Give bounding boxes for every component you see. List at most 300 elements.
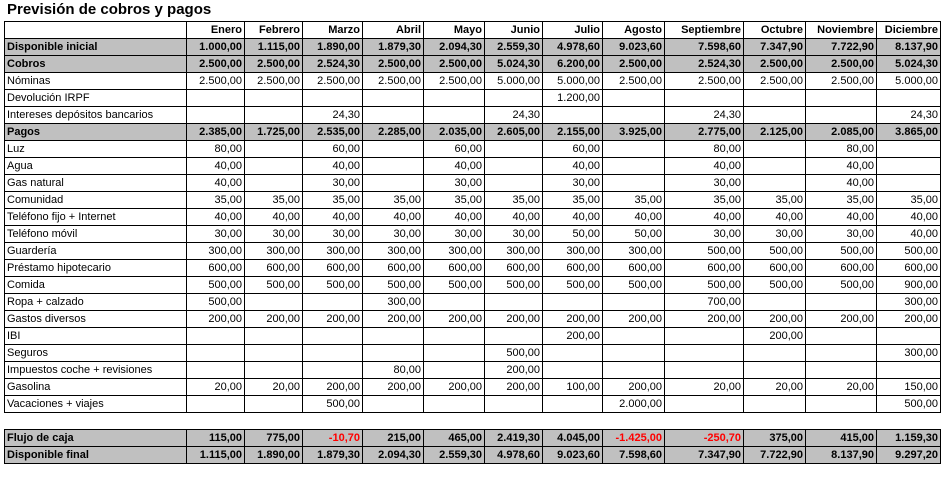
- value-cell[interactable]: 35,00: [245, 192, 303, 209]
- value-cell[interactable]: 2.000,00: [603, 396, 665, 413]
- value-cell[interactable]: 3.925,00: [603, 124, 665, 141]
- value-cell[interactable]: 775,00: [245, 430, 303, 447]
- value-cell[interactable]: [245, 175, 303, 192]
- value-cell[interactable]: 2.605,00: [485, 124, 543, 141]
- value-cell[interactable]: 500,00: [744, 243, 806, 260]
- value-cell[interactable]: 5.024,30: [877, 56, 941, 73]
- value-cell[interactable]: 500,00: [806, 243, 877, 260]
- value-cell[interactable]: 600,00: [424, 260, 485, 277]
- value-cell[interactable]: 500,00: [187, 294, 245, 311]
- value-cell[interactable]: 80,00: [665, 141, 744, 158]
- value-cell[interactable]: [806, 107, 877, 124]
- value-cell[interactable]: 24,30: [877, 107, 941, 124]
- value-cell[interactable]: 2.035,00: [424, 124, 485, 141]
- value-cell[interactable]: 1.890,00: [303, 39, 363, 56]
- row-label-cell[interactable]: Impuestos coche + revisiones: [5, 362, 187, 379]
- value-cell[interactable]: 7.598,60: [665, 39, 744, 56]
- value-cell[interactable]: [744, 362, 806, 379]
- row-label-cell[interactable]: Luz: [5, 141, 187, 158]
- value-cell[interactable]: 24,30: [303, 107, 363, 124]
- value-cell[interactable]: 300,00: [363, 294, 424, 311]
- value-cell[interactable]: 200,00: [363, 379, 424, 396]
- value-cell[interactable]: 2.500,00: [665, 73, 744, 90]
- value-cell[interactable]: 35,00: [303, 192, 363, 209]
- value-cell[interactable]: 500,00: [744, 277, 806, 294]
- value-cell[interactable]: [744, 294, 806, 311]
- value-cell[interactable]: -10,70: [303, 430, 363, 447]
- value-cell[interactable]: 60,00: [424, 141, 485, 158]
- value-cell[interactable]: [363, 328, 424, 345]
- value-cell[interactable]: [603, 158, 665, 175]
- value-cell[interactable]: 4.978,60: [485, 447, 543, 464]
- value-cell[interactable]: 60,00: [303, 141, 363, 158]
- value-cell[interactable]: [187, 90, 245, 107]
- value-cell[interactable]: 40,00: [543, 158, 603, 175]
- value-cell[interactable]: [245, 90, 303, 107]
- value-cell[interactable]: [543, 345, 603, 362]
- value-cell[interactable]: [245, 328, 303, 345]
- value-cell[interactable]: 35,00: [363, 192, 424, 209]
- value-cell[interactable]: 600,00: [806, 260, 877, 277]
- value-cell[interactable]: [877, 175, 941, 192]
- value-cell[interactable]: 500,00: [665, 243, 744, 260]
- value-cell[interactable]: [363, 413, 424, 430]
- value-cell[interactable]: 200,00: [485, 379, 543, 396]
- value-cell[interactable]: 40,00: [303, 209, 363, 226]
- value-cell[interactable]: 1.879,30: [303, 447, 363, 464]
- value-cell[interactable]: [543, 294, 603, 311]
- value-cell[interactable]: 30,00: [424, 175, 485, 192]
- value-cell[interactable]: 5.024,30: [485, 56, 543, 73]
- value-cell[interactable]: 600,00: [877, 260, 941, 277]
- value-cell[interactable]: 2.775,00: [665, 124, 744, 141]
- value-cell[interactable]: 20,00: [744, 379, 806, 396]
- value-cell[interactable]: [363, 175, 424, 192]
- value-cell[interactable]: [603, 90, 665, 107]
- month-header-cell[interactable]: Junio: [485, 22, 543, 39]
- value-cell[interactable]: 300,00: [187, 243, 245, 260]
- row-label-cell[interactable]: Flujo de caja: [5, 430, 187, 447]
- value-cell[interactable]: 2.500,00: [806, 56, 877, 73]
- value-cell[interactable]: 200,00: [744, 328, 806, 345]
- value-cell[interactable]: 300,00: [424, 243, 485, 260]
- value-cell[interactable]: [187, 107, 245, 124]
- value-cell[interactable]: [603, 141, 665, 158]
- value-cell[interactable]: 600,00: [245, 260, 303, 277]
- value-cell[interactable]: [363, 396, 424, 413]
- value-cell[interactable]: 20,00: [187, 379, 245, 396]
- value-cell[interactable]: 2.094,30: [363, 447, 424, 464]
- value-cell[interactable]: 40,00: [245, 209, 303, 226]
- value-cell[interactable]: [485, 141, 543, 158]
- row-label-cell[interactable]: Comunidad: [5, 192, 187, 209]
- value-cell[interactable]: 40,00: [543, 209, 603, 226]
- value-cell[interactable]: 9.023,60: [603, 39, 665, 56]
- value-cell[interactable]: [877, 328, 941, 345]
- row-label-cell[interactable]: Agua: [5, 158, 187, 175]
- value-cell[interactable]: 2.500,00: [187, 73, 245, 90]
- value-cell[interactable]: 500,00: [187, 277, 245, 294]
- value-cell[interactable]: [543, 413, 603, 430]
- value-cell[interactable]: 200,00: [363, 311, 424, 328]
- value-cell[interactable]: [543, 396, 603, 413]
- value-cell[interactable]: 300,00: [245, 243, 303, 260]
- value-cell[interactable]: 2.500,00: [744, 56, 806, 73]
- value-cell[interactable]: 300,00: [303, 243, 363, 260]
- value-cell[interactable]: 300,00: [603, 243, 665, 260]
- value-cell[interactable]: 2.385,00: [187, 124, 245, 141]
- row-label-cell[interactable]: Cobros: [5, 56, 187, 73]
- value-cell[interactable]: 35,00: [603, 192, 665, 209]
- month-header-cell[interactable]: Febrero: [245, 22, 303, 39]
- value-cell[interactable]: 2.559,30: [485, 39, 543, 56]
- value-cell[interactable]: [424, 107, 485, 124]
- value-cell[interactable]: 300,00: [363, 243, 424, 260]
- value-cell[interactable]: 1.725,00: [245, 124, 303, 141]
- value-cell[interactable]: [424, 294, 485, 311]
- value-cell[interactable]: 4.045,00: [543, 430, 603, 447]
- value-cell[interactable]: 2.524,30: [303, 56, 363, 73]
- value-cell[interactable]: [303, 345, 363, 362]
- value-cell[interactable]: 500,00: [877, 396, 941, 413]
- value-cell[interactable]: [877, 362, 941, 379]
- value-cell[interactable]: [665, 413, 744, 430]
- value-cell[interactable]: [806, 413, 877, 430]
- value-cell[interactable]: 200,00: [187, 311, 245, 328]
- value-cell[interactable]: [187, 413, 245, 430]
- value-cell[interactable]: 200,00: [603, 311, 665, 328]
- value-cell[interactable]: 20,00: [245, 379, 303, 396]
- row-label-cell[interactable]: Teléfono móvil: [5, 226, 187, 243]
- month-header-cell[interactable]: Enero: [187, 22, 245, 39]
- value-cell[interactable]: 500,00: [363, 277, 424, 294]
- value-cell[interactable]: 115,00: [187, 430, 245, 447]
- value-cell[interactable]: 1.115,00: [245, 39, 303, 56]
- value-cell[interactable]: 35,00: [543, 192, 603, 209]
- value-cell[interactable]: [603, 294, 665, 311]
- value-cell[interactable]: 7.722,90: [806, 39, 877, 56]
- value-cell[interactable]: [806, 294, 877, 311]
- value-cell[interactable]: 35,00: [665, 192, 744, 209]
- value-cell[interactable]: 5.000,00: [543, 73, 603, 90]
- value-cell[interactable]: [877, 141, 941, 158]
- value-cell[interactable]: 30,00: [424, 226, 485, 243]
- value-cell[interactable]: 1.890,00: [245, 447, 303, 464]
- month-header-cell[interactable]: Agosto: [603, 22, 665, 39]
- value-cell[interactable]: 600,00: [603, 260, 665, 277]
- value-cell[interactable]: 2.500,00: [424, 56, 485, 73]
- value-cell[interactable]: 40,00: [665, 209, 744, 226]
- value-cell[interactable]: 30,00: [363, 226, 424, 243]
- value-cell[interactable]: [485, 294, 543, 311]
- month-header-cell[interactable]: Septiembre: [665, 22, 744, 39]
- value-cell[interactable]: 2.285,00: [363, 124, 424, 141]
- value-cell[interactable]: [744, 158, 806, 175]
- value-cell[interactable]: 200,00: [806, 311, 877, 328]
- value-cell[interactable]: [877, 90, 941, 107]
- value-cell[interactable]: 40,00: [187, 209, 245, 226]
- value-cell[interactable]: 200,00: [424, 379, 485, 396]
- value-cell[interactable]: 40,00: [744, 209, 806, 226]
- value-cell[interactable]: 1.159,30: [877, 430, 941, 447]
- value-cell[interactable]: 600,00: [485, 260, 543, 277]
- row-label-cell[interactable]: [5, 413, 187, 430]
- row-label-cell[interactable]: Gas natural: [5, 175, 187, 192]
- value-cell[interactable]: 300,00: [877, 345, 941, 362]
- row-label-cell[interactable]: Ropa + calzado: [5, 294, 187, 311]
- value-cell[interactable]: 2.500,00: [303, 73, 363, 90]
- row-label-cell[interactable]: Guardería: [5, 243, 187, 260]
- value-cell[interactable]: 2.155,00: [543, 124, 603, 141]
- value-cell[interactable]: 2.524,30: [665, 56, 744, 73]
- value-cell[interactable]: 30,00: [665, 175, 744, 192]
- row-label-cell[interactable]: Seguros: [5, 345, 187, 362]
- value-cell[interactable]: 2.125,00: [744, 124, 806, 141]
- value-cell[interactable]: 35,00: [424, 192, 485, 209]
- value-cell[interactable]: [245, 141, 303, 158]
- value-cell[interactable]: [744, 90, 806, 107]
- value-cell[interactable]: 80,00: [363, 362, 424, 379]
- value-cell[interactable]: 2.500,00: [603, 73, 665, 90]
- value-cell[interactable]: 40,00: [603, 209, 665, 226]
- value-cell[interactable]: 1.115,00: [187, 447, 245, 464]
- value-cell[interactable]: 200,00: [665, 311, 744, 328]
- value-cell[interactable]: 375,00: [744, 430, 806, 447]
- value-cell[interactable]: [543, 362, 603, 379]
- value-cell[interactable]: 2.500,00: [424, 73, 485, 90]
- value-cell[interactable]: [485, 175, 543, 192]
- value-cell[interactable]: 7.347,90: [744, 39, 806, 56]
- value-cell[interactable]: [424, 90, 485, 107]
- value-cell[interactable]: 2.500,00: [603, 56, 665, 73]
- value-cell[interactable]: [245, 294, 303, 311]
- value-cell[interactable]: 1.200,00: [543, 90, 603, 107]
- value-cell[interactable]: 35,00: [485, 192, 543, 209]
- value-cell[interactable]: [603, 107, 665, 124]
- row-label-cell[interactable]: Teléfono fijo + Internet: [5, 209, 187, 226]
- value-cell[interactable]: [424, 413, 485, 430]
- value-cell[interactable]: [245, 158, 303, 175]
- value-cell[interactable]: [744, 175, 806, 192]
- value-cell[interactable]: [245, 413, 303, 430]
- value-cell[interactable]: 40,00: [485, 209, 543, 226]
- value-cell[interactable]: 7.347,90: [665, 447, 744, 464]
- value-cell[interactable]: 500,00: [303, 277, 363, 294]
- value-cell[interactable]: 30,00: [665, 226, 744, 243]
- value-cell[interactable]: [303, 362, 363, 379]
- value-cell[interactable]: 600,00: [187, 260, 245, 277]
- value-cell[interactable]: [744, 396, 806, 413]
- value-cell[interactable]: 35,00: [877, 192, 941, 209]
- value-cell[interactable]: 200,00: [877, 311, 941, 328]
- value-cell[interactable]: 6.200,00: [543, 56, 603, 73]
- value-cell[interactable]: [806, 345, 877, 362]
- value-cell[interactable]: 40,00: [187, 175, 245, 192]
- value-cell[interactable]: [603, 175, 665, 192]
- value-cell[interactable]: 30,00: [303, 175, 363, 192]
- value-cell[interactable]: 20,00: [665, 379, 744, 396]
- month-header-cell[interactable]: Octubre: [744, 22, 806, 39]
- value-cell[interactable]: 3.865,00: [877, 124, 941, 141]
- value-cell[interactable]: 40,00: [424, 209, 485, 226]
- value-cell[interactable]: [485, 158, 543, 175]
- value-cell[interactable]: 40,00: [806, 175, 877, 192]
- value-cell[interactable]: [424, 328, 485, 345]
- value-cell[interactable]: 200,00: [303, 379, 363, 396]
- value-cell[interactable]: 200,00: [543, 311, 603, 328]
- value-cell[interactable]: 35,00: [187, 192, 245, 209]
- value-cell[interactable]: [603, 413, 665, 430]
- row-label-cell[interactable]: Gastos diversos: [5, 311, 187, 328]
- value-cell[interactable]: [363, 345, 424, 362]
- value-cell[interactable]: 1.879,30: [363, 39, 424, 56]
- value-cell[interactable]: [485, 413, 543, 430]
- value-cell[interactable]: 2.500,00: [363, 56, 424, 73]
- row-label-cell[interactable]: Devolución IRPF: [5, 90, 187, 107]
- month-header-cell[interactable]: Noviembre: [806, 22, 877, 39]
- value-cell[interactable]: 40,00: [665, 158, 744, 175]
- value-cell[interactable]: 2.500,00: [245, 56, 303, 73]
- value-cell[interactable]: [744, 345, 806, 362]
- month-header-cell[interactable]: Diciembre: [877, 22, 941, 39]
- value-cell[interactable]: 500,00: [877, 243, 941, 260]
- value-cell[interactable]: [485, 90, 543, 107]
- value-cell[interactable]: 5.000,00: [485, 73, 543, 90]
- row-label-cell[interactable]: Gasolina: [5, 379, 187, 396]
- value-cell[interactable]: 2.559,30: [424, 447, 485, 464]
- value-cell[interactable]: [363, 107, 424, 124]
- value-cell[interactable]: 900,00: [877, 277, 941, 294]
- value-cell[interactable]: 100,00: [543, 379, 603, 396]
- value-cell[interactable]: 50,00: [603, 226, 665, 243]
- value-cell[interactable]: 500,00: [543, 277, 603, 294]
- value-cell[interactable]: 2.500,00: [363, 73, 424, 90]
- value-cell[interactable]: [806, 328, 877, 345]
- value-cell[interactable]: [303, 413, 363, 430]
- value-cell[interactable]: [665, 362, 744, 379]
- row-label-cell[interactable]: Intereses depósitos bancarios: [5, 107, 187, 124]
- value-cell[interactable]: 200,00: [603, 379, 665, 396]
- value-cell[interactable]: [187, 328, 245, 345]
- value-cell[interactable]: 50,00: [543, 226, 603, 243]
- value-cell[interactable]: [245, 396, 303, 413]
- value-cell[interactable]: [485, 328, 543, 345]
- value-cell[interactable]: [187, 345, 245, 362]
- value-cell[interactable]: 20,00: [806, 379, 877, 396]
- value-cell[interactable]: 24,30: [665, 107, 744, 124]
- value-cell[interactable]: 500,00: [485, 345, 543, 362]
- value-cell[interactable]: 200,00: [245, 311, 303, 328]
- value-cell[interactable]: 300,00: [485, 243, 543, 260]
- value-cell[interactable]: 40,00: [424, 158, 485, 175]
- value-cell[interactable]: 200,00: [485, 311, 543, 328]
- value-cell[interactable]: 5.000,00: [877, 73, 941, 90]
- value-cell[interactable]: 30,00: [543, 175, 603, 192]
- value-cell[interactable]: 1.000,00: [187, 39, 245, 56]
- value-cell[interactable]: 30,00: [245, 226, 303, 243]
- value-cell[interactable]: 465,00: [424, 430, 485, 447]
- month-header-cell[interactable]: Mayo: [424, 22, 485, 39]
- value-cell[interactable]: [424, 396, 485, 413]
- row-label-cell[interactable]: Disponible final: [5, 447, 187, 464]
- value-cell[interactable]: 35,00: [806, 192, 877, 209]
- value-cell[interactable]: 500,00: [665, 277, 744, 294]
- value-cell[interactable]: 215,00: [363, 430, 424, 447]
- value-cell[interactable]: 7.598,60: [603, 447, 665, 464]
- value-cell[interactable]: [245, 345, 303, 362]
- month-header-cell[interactable]: Marzo: [303, 22, 363, 39]
- value-cell[interactable]: 2.419,30: [485, 430, 543, 447]
- value-cell[interactable]: [485, 396, 543, 413]
- value-cell[interactable]: 200,00: [543, 328, 603, 345]
- value-cell[interactable]: 40,00: [877, 209, 941, 226]
- value-cell[interactable]: [424, 362, 485, 379]
- row-label-cell[interactable]: Préstamo hipotecario: [5, 260, 187, 277]
- value-cell[interactable]: 40,00: [187, 158, 245, 175]
- value-cell[interactable]: [543, 107, 603, 124]
- value-cell[interactable]: 500,00: [806, 277, 877, 294]
- value-cell[interactable]: 150,00: [877, 379, 941, 396]
- value-cell[interactable]: [245, 362, 303, 379]
- value-cell[interactable]: 30,00: [744, 226, 806, 243]
- value-cell[interactable]: [806, 362, 877, 379]
- value-cell[interactable]: 600,00: [744, 260, 806, 277]
- value-cell[interactable]: [603, 328, 665, 345]
- value-cell[interactable]: 35,00: [744, 192, 806, 209]
- value-cell[interactable]: 600,00: [543, 260, 603, 277]
- value-cell[interactable]: 2.085,00: [806, 124, 877, 141]
- value-cell[interactable]: [603, 345, 665, 362]
- value-cell[interactable]: 40,00: [877, 226, 941, 243]
- header-corner-cell[interactable]: [5, 22, 187, 39]
- value-cell[interactable]: [363, 158, 424, 175]
- value-cell[interactable]: 200,00: [303, 311, 363, 328]
- value-cell[interactable]: 600,00: [303, 260, 363, 277]
- value-cell[interactable]: 60,00: [543, 141, 603, 158]
- row-label-cell[interactable]: Disponible inicial: [5, 39, 187, 56]
- value-cell[interactable]: 600,00: [665, 260, 744, 277]
- value-cell[interactable]: [665, 396, 744, 413]
- value-cell[interactable]: 500,00: [424, 277, 485, 294]
- value-cell[interactable]: [665, 345, 744, 362]
- value-cell[interactable]: 200,00: [485, 362, 543, 379]
- value-cell[interactable]: [744, 413, 806, 430]
- value-cell[interactable]: 9.023,60: [543, 447, 603, 464]
- value-cell[interactable]: 4.978,60: [543, 39, 603, 56]
- value-cell[interactable]: [806, 396, 877, 413]
- value-cell[interactable]: [744, 107, 806, 124]
- row-label-cell[interactable]: Comida: [5, 277, 187, 294]
- value-cell[interactable]: [877, 413, 941, 430]
- value-cell[interactable]: [877, 158, 941, 175]
- month-header-cell[interactable]: Abril: [363, 22, 424, 39]
- value-cell[interactable]: 30,00: [485, 226, 543, 243]
- value-cell[interactable]: [806, 90, 877, 107]
- value-cell[interactable]: 300,00: [877, 294, 941, 311]
- value-cell[interactable]: 8.137,90: [877, 39, 941, 56]
- value-cell[interactable]: [363, 141, 424, 158]
- value-cell[interactable]: [303, 294, 363, 311]
- value-cell[interactable]: 500,00: [245, 277, 303, 294]
- value-cell[interactable]: 300,00: [543, 243, 603, 260]
- row-label-cell[interactable]: Vacaciones + viajes: [5, 396, 187, 413]
- value-cell[interactable]: 2.500,00: [187, 56, 245, 73]
- value-cell[interactable]: [303, 328, 363, 345]
- value-cell[interactable]: 200,00: [424, 311, 485, 328]
- value-cell[interactable]: 30,00: [187, 226, 245, 243]
- value-cell[interactable]: 30,00: [806, 226, 877, 243]
- value-cell[interactable]: 24,30: [485, 107, 543, 124]
